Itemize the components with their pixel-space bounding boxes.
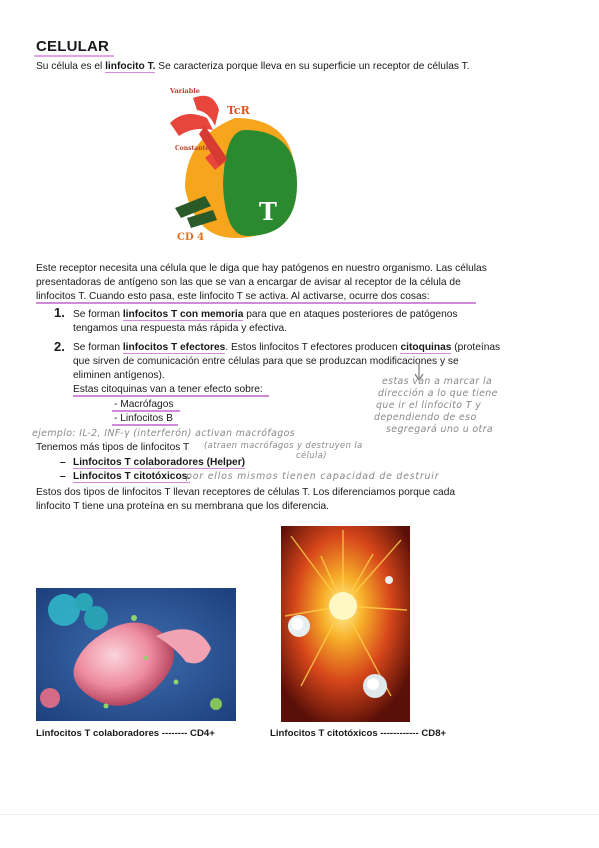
handwritten-note: por ellos mismos tienen capacidad de destruir xyxy=(186,471,440,482)
tcell-receptor-diagram xyxy=(165,78,305,248)
sub-item: - Macrófagos xyxy=(114,399,174,410)
paragraph-line: presentadoras de antígeno son las que se van a encargar de avisar al receptor de la célula de xyxy=(36,277,461,288)
title-highlight xyxy=(34,55,114,57)
sub-item-highlight xyxy=(112,424,178,426)
page-edge-line xyxy=(0,814,599,815)
sub-item: - Linfocitos B xyxy=(114,413,173,424)
photo-caption-right: Linfocitos T citotóxicos ------------ CD8+ xyxy=(270,728,447,739)
item-text-mid: . Estos linfocitos T efectores producen xyxy=(225,342,401,353)
type-term: Linfocitos T citotóxicos. xyxy=(73,471,191,482)
item-term: linfocitos T con memoria xyxy=(122,309,244,320)
item-term: linfocitos T efectores xyxy=(122,342,226,353)
list-item-line: que sirven de comunicación entre células para que se produzcan modificaciones y se xyxy=(73,356,459,367)
intro-term: linfocito T. xyxy=(105,61,156,72)
item-text-end: para que en ataques posteriores de patógenos xyxy=(243,309,458,320)
intro-line xyxy=(36,60,470,74)
cd4-cell-photo xyxy=(36,588,236,721)
handwritten-example: célula) xyxy=(296,450,327,460)
paragraph-highlight xyxy=(36,302,476,304)
intro-text: Su célula es el xyxy=(36,61,106,72)
handwritten-note: segregará uno u otra xyxy=(386,424,494,435)
type-item xyxy=(73,470,190,484)
cd8-cell-photo xyxy=(281,526,410,722)
label-variable: Variable xyxy=(170,87,200,95)
paragraph-line: linfocitos T. Cuando esto pasa, este linfocito T se activa. Al activarse, ocurre dos cosas: xyxy=(36,291,430,302)
handwritten-example: (atraen macrófagos y destruyen la xyxy=(204,440,363,450)
type-term: Linfocitos T colaboradores (Helper) xyxy=(73,457,246,468)
dash: – xyxy=(60,471,66,482)
handwritten-note: dependiendo de eso xyxy=(374,412,477,423)
intro-text-end: Se caracteriza porque lleva en su superficie un receptor de células T. xyxy=(155,61,470,72)
line-highlight xyxy=(73,395,269,397)
paragraph-line: Estos dos tipos de linfocitos T llevan receptores de células T. Los diferenciamos porque cada xyxy=(36,487,456,498)
list-number: 2. xyxy=(54,339,65,354)
list-item-line: Estas citoquinas van a tener efecto sobre: xyxy=(73,384,263,395)
more-types-text: Tenemos más tipos de linfocitos T xyxy=(36,442,190,453)
handwritten-note: estas van a marcar la xyxy=(382,376,493,387)
photo-caption-left: Linfocitos T colaboradores -------- CD4+ xyxy=(36,728,215,739)
handwritten-note: que ir el linfocito T y xyxy=(376,400,482,411)
sub-item-highlight xyxy=(112,410,180,412)
list-item-line: tengamos una respuesta más rápida y efectiva. xyxy=(73,323,288,334)
item-term-2: citoquinas xyxy=(400,342,452,353)
item-text: Se forman xyxy=(73,309,123,320)
dash: – xyxy=(60,457,66,468)
list-item-line: eliminen antígenos). xyxy=(73,370,165,381)
item-text-end: (proteínas xyxy=(451,342,501,353)
label-cd4: CD 4 xyxy=(177,232,205,243)
item-text: Se forman xyxy=(73,342,123,353)
list-number: 1. xyxy=(54,305,65,320)
label-t: T xyxy=(259,197,277,226)
label-constante: Constante xyxy=(175,145,210,152)
list-item xyxy=(73,341,500,355)
list-item xyxy=(73,308,458,322)
page-title: CELULAR xyxy=(36,38,110,55)
label-tcr: TcR xyxy=(227,104,250,117)
paragraph-line: Este receptor necesita una célula que le diga que hay patógenos en nuestro organismo. Las células xyxy=(36,263,487,274)
type-item xyxy=(73,456,245,470)
paragraph-line: linfocito T tiene una proteína en su membrana que los diferencia. xyxy=(36,501,329,512)
handwritten-example: ejemplo: IL-2, INF-γ (interferón) activan macrófagos xyxy=(32,428,296,439)
handwritten-note: dirección a lo que tiene xyxy=(378,388,498,399)
